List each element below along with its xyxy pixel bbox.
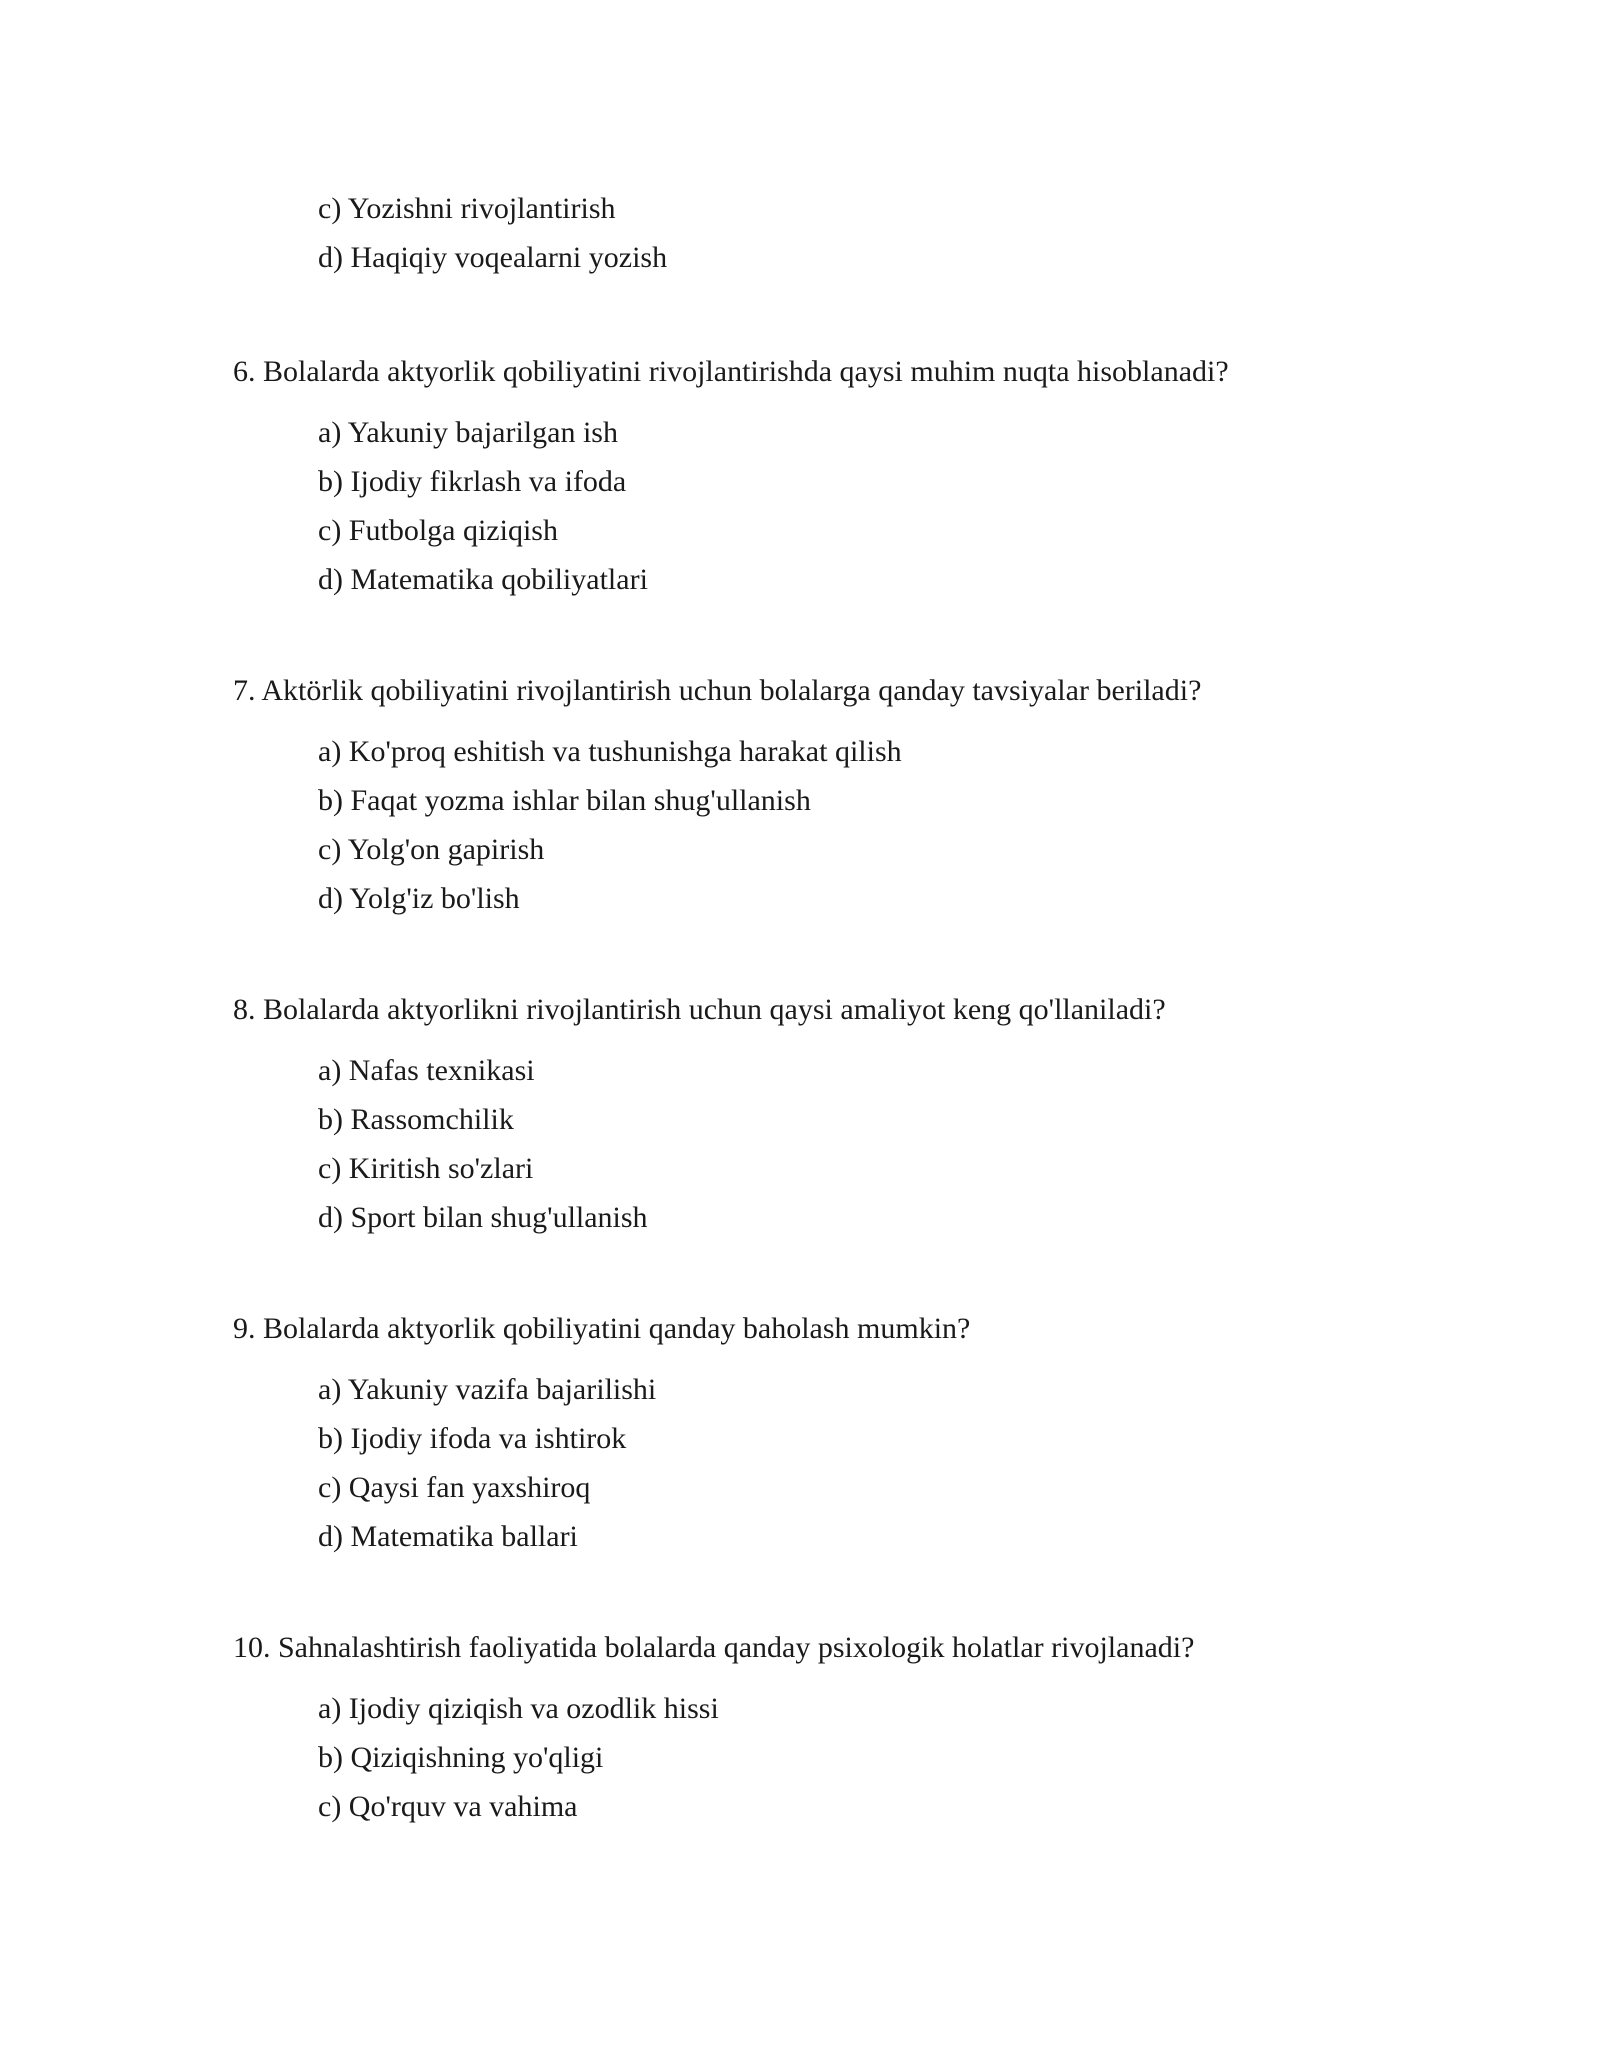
option-c: c) Qo'rquv va vahima xyxy=(318,1790,578,1823)
option-list xyxy=(318,1046,1166,1242)
option-list xyxy=(318,408,1229,604)
question-9 xyxy=(233,1309,970,1561)
option-d: d) Yolg'iz bo'lish xyxy=(318,882,520,915)
question-6 xyxy=(233,352,1229,604)
option-a: a) Nafas texnikasi xyxy=(318,1054,535,1087)
question-7 xyxy=(233,671,1201,923)
option-a: a) Yakuniy vazifa bajarilishi xyxy=(318,1373,657,1406)
option-d: d) Sport bilan shug'ullanish xyxy=(318,1201,648,1234)
option-c: c) Yolg'on gapirish xyxy=(318,833,545,866)
option-a: a) Yakuniy bajarilgan ish xyxy=(318,416,618,449)
option-c: c) Yozishni rivojlantirish xyxy=(318,192,616,225)
option-list xyxy=(318,727,1201,923)
question-text: 7. Aktörlik qobiliyatini rivojlantirish uchun bolalarga qanday tavsiyalar beriladi? xyxy=(233,674,1202,707)
option-b: b) Rassomchilik xyxy=(318,1103,514,1136)
option-b: b) Ijodiy fikrlash va ifoda xyxy=(318,465,627,498)
option-c: c) Qaysi fan yaxshiroq xyxy=(318,1471,591,1504)
option-b: b) Qiziqishning yo'qligi xyxy=(318,1741,604,1774)
option-a: a) Ijodiy qiziqish va ozodlik hissi xyxy=(318,1692,719,1725)
continued-options xyxy=(318,184,667,282)
option-a: a) Ko'proq eshitish va tushunishga harakat qilish xyxy=(318,735,902,768)
question-text: 6. Bolalarda aktyorlik qobiliyatini rivojlantirishda qaysi muhim nuqta hisoblanadi? xyxy=(233,355,1229,388)
question-10 xyxy=(233,1628,1194,1831)
option-c: c) Futbolga qiziqish xyxy=(318,514,558,547)
option-d: d) Matematika qobiliyatlari xyxy=(318,563,648,596)
question-text: 8. Bolalarda aktyorlikni rivojlantirish uchun qaysi amaliyot keng qo'llaniladi? xyxy=(233,993,1166,1026)
option-list xyxy=(318,1684,1194,1831)
question-text: 9. Bolalarda aktyorlik qobiliyatini qanday baholash mumkin? xyxy=(233,1312,971,1345)
question-text: 10. Sahnalashtirish faoliyatida bolalarda qanday psixologik holatlar rivojlanadi? xyxy=(233,1631,1195,1664)
option-d: d) Haqiqiy voqealarni yozish xyxy=(318,241,668,274)
option-b: b) Ijodiy ifoda va ishtirok xyxy=(318,1422,627,1455)
option-b: b) Faqat yozma ishlar bilan shug'ullanish xyxy=(318,784,811,817)
option-c: c) Kiritish so'zlari xyxy=(318,1152,534,1185)
option-list xyxy=(318,1365,970,1561)
option-d: d) Matematika ballari xyxy=(318,1520,578,1553)
question-8 xyxy=(233,990,1166,1242)
